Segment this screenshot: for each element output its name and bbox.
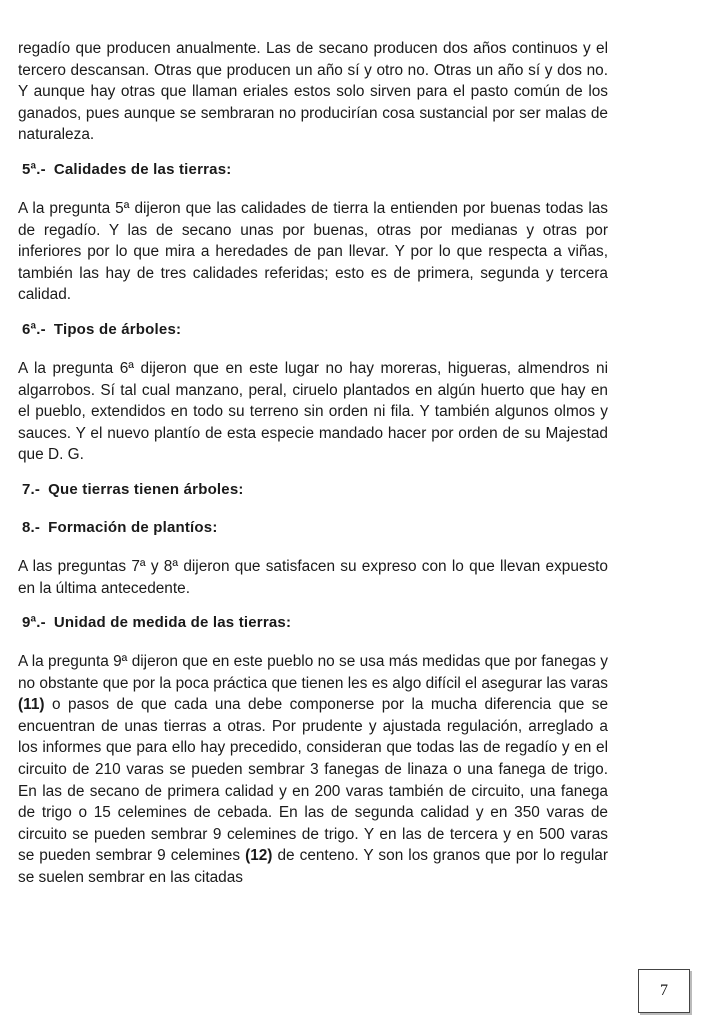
heading-title: Tipos de árboles: <box>53 320 182 338</box>
heading-number: 9ª.- <box>22 614 46 632</box>
page-number-box <box>638 969 690 1013</box>
heading-title: Unidad de medida de las tierras: <box>53 614 292 632</box>
page-number: 7 <box>660 982 668 999</box>
heading-title: Calidades de las tierras: <box>53 160 232 178</box>
heading-number: 7.- <box>22 480 41 498</box>
paragraph-preguntas-7-8: A las preguntas 7ª y 8ª dijeron que satisfacen su expreso con lo que llevan expuesto en la última antecedente. <box>18 557 608 597</box>
heading-tierras-arboles <box>18 480 608 500</box>
heading-calidades <box>18 160 608 180</box>
heading-title: Que tierras tienen árboles: <box>48 480 244 498</box>
heading-number: 8.- <box>22 518 41 536</box>
paragraph-pregunta-5: A la pregunta 5ª dijeron que las calidades de tierra la entienden por buenas todas las de regadío. Y las de secano unas por buenas, otras por medianas y otras por inferiores por lo que mira a heredades de pan llevar. Y por lo que respecta a viñas, también las hay de tres calidades referidas; esto es de primera, segunda y tercera calidad. <box>18 199 608 304</box>
heading-plantios <box>18 518 608 538</box>
footnote-ref-12: (12) <box>245 847 273 865</box>
heading-title: Formación de plantíos: <box>48 518 218 536</box>
heading-number: 6ª.- <box>22 320 46 338</box>
heading-tipos-arboles <box>18 320 608 340</box>
paragraph-continuation: regadío que producen anualmente. Las de secano producen dos años continuos y el tercero descansan. Otras que producen un año sí y otro no. Otras un año sí y dos no. Y aunque hay otras que llaman eriales estos solo sirven para el pasto común de los ganados, pues aunque se sembraran no producirían cosa sustancial por ser malas de naturaleza. <box>18 40 608 144</box>
document-page <box>18 38 608 889</box>
paragraph-pregunta-9 <box>18 651 608 889</box>
paragraph-pregunta-6: A la pregunta 6ª dijeron que en este lugar no hay moreras, higueras, almendros ni algarrobos. Sí tal cual manzano, peral, ciruelo plantados en algún huerto que hay en el pueblo, extendidos en todo su terreno sin orden ni fila. Y también algunos olmos y sauces. Y el nuevo plantío de esta especie mandado hacer por orden de su Majestad que D. G. <box>18 359 608 464</box>
text-segment: o pasos de que cada una debe componerse por la mucha diferencia que se encuentran de unas tierras a otras. Por prudente y ajustada regulación, arreglado a los informes que para ello hay precedido, consideran que todas las de regadío y en el circuito de 210 varas se pueden sembrar 3 fanegas de linaza o una fanega de trigo. En las de secano de primera calidad y en 200 varas también de circuito, una fanega de trigo o 15 celemines de cebada. En las de segunda calidad y en 350 varas de circuito se pueden sembrar 9 celemines de trigo. Y en las de tercera y en 500 varas se pueden sembrar 9 celemines <box>18 696 608 865</box>
text-segment: A la pregunta 9ª dijeron que en este pueblo no se usa más medidas que por fanegas y no obstante que por la poca práctica que tienen les es algo difícil el asegurar las varas <box>18 653 608 692</box>
footnote-ref-11: (11) <box>18 696 45 714</box>
heading-unidad-medida <box>18 613 608 633</box>
text-segment: de centeno. Y son los granos que por lo regular se suelen sembrar en las citadas <box>18 847 608 887</box>
heading-number: 5ª.- <box>22 160 46 178</box>
